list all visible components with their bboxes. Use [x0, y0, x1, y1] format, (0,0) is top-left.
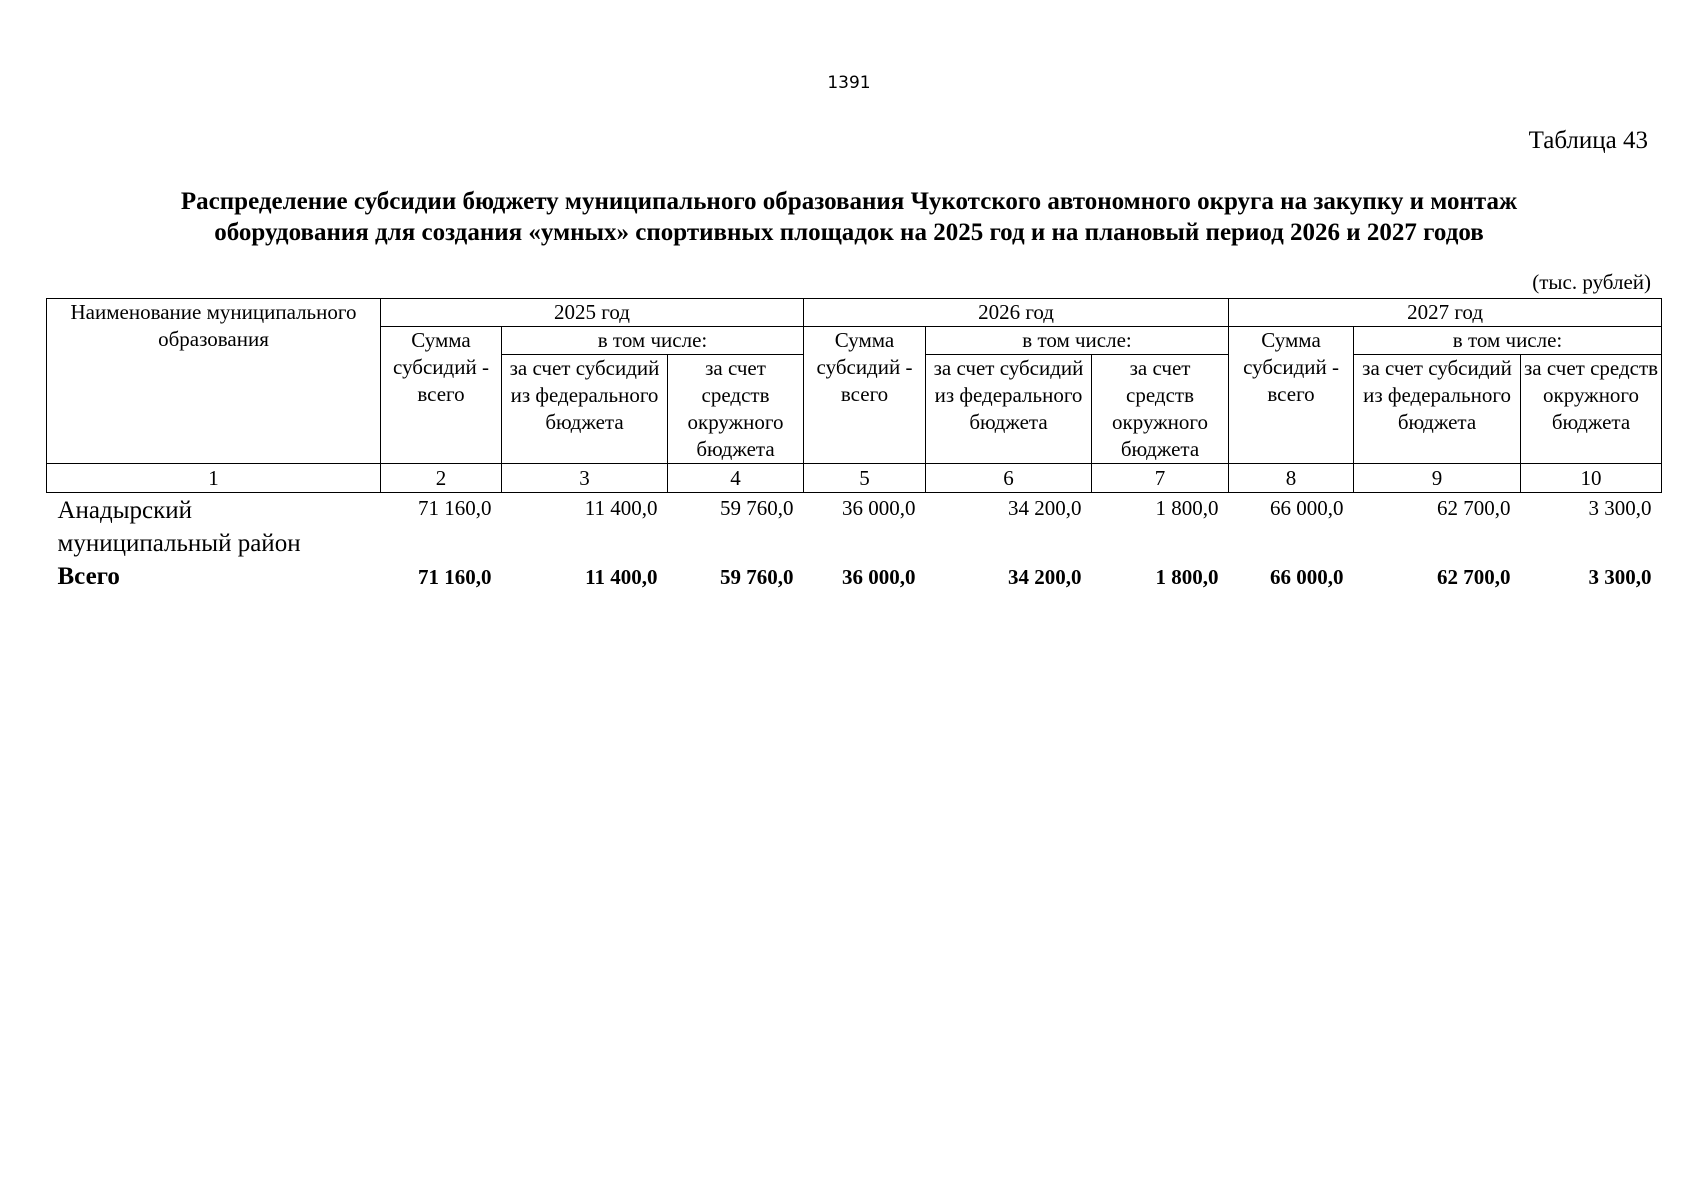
- total-district-2027: 3 300,0: [1588, 565, 1652, 589]
- total-federal-2027: 62 700,0: [1437, 565, 1511, 589]
- header-year-2027: 2027 год: [1229, 299, 1662, 327]
- cell-district-2027: 3 300,0: [1588, 496, 1652, 520]
- header-federal-2027: за счет субсидий из федерального бюджета: [1354, 355, 1521, 464]
- table-label: Таблица 43: [1528, 127, 1648, 154]
- header-total-2026: Сумма субсидий - всего: [804, 327, 926, 464]
- column-number: 1: [47, 464, 381, 493]
- units-label: (тыс. рублей): [1532, 270, 1651, 294]
- header-federal-2026: за счет субсидий из федерального бюджета: [926, 355, 1092, 464]
- total-federal-2025: 11 400,0: [585, 565, 658, 589]
- header-district-2027: за счет средств окружного бюджета: [1521, 355, 1662, 464]
- cell-total-2026: 36 000,0: [842, 496, 916, 520]
- total-row: [47, 560, 1662, 593]
- total-label: Всего: [57, 563, 120, 590]
- cell-federal-2026: 34 200,0: [1008, 496, 1082, 520]
- header-federal-2025: за счет субсидий из федерального бюджета: [502, 355, 668, 464]
- header-including-2026: в том числе:: [926, 327, 1229, 355]
- header-year-2025: 2025 год: [381, 299, 804, 327]
- header-total-2027: Сумма субсидий - всего: [1229, 327, 1354, 464]
- column-number: 5: [804, 464, 926, 493]
- subsidy-distribution-table: [46, 298, 1662, 593]
- title-line-1: Распределение субсидии бюджету муниципального образования Чукотского автономного округа на закупку и монтаж: [180, 188, 1518, 215]
- title-line-2: оборудования для создания «умных» спортивных площадок на 2025 год и на плановый период 2026 и 2027 годов: [214, 219, 1484, 246]
- document-title: [60, 186, 1638, 248]
- column-number: 3: [502, 464, 668, 493]
- header-including-2025: в том числе:: [502, 327, 804, 355]
- column-number: 8: [1229, 464, 1354, 493]
- total-federal-2026: 34 200,0: [1008, 565, 1082, 589]
- column-number: 7: [1092, 464, 1229, 493]
- header-district-2025: за счет средств окружного бюджета: [668, 355, 804, 464]
- column-number: 6: [926, 464, 1092, 493]
- column-number: 10: [1521, 464, 1662, 493]
- table-row: [47, 493, 1662, 561]
- total-district-2025: 59 760,0: [720, 565, 794, 589]
- municipality-name: Анадырский муниципальный район: [57, 497, 301, 557]
- total-2027: 66 000,0: [1270, 565, 1344, 589]
- total-district-2026: 1 800,0: [1155, 565, 1219, 589]
- column-number: 9: [1354, 464, 1521, 493]
- cell-federal-2027: 62 700,0: [1437, 496, 1511, 520]
- header-total-2025: Сумма субсидий - всего: [381, 327, 502, 464]
- page-number: 1391: [827, 73, 871, 93]
- header-municipality-name: Наименование муниципального образования: [47, 299, 381, 464]
- column-number: 2: [381, 464, 502, 493]
- header-district-2026: за счет средств окружного бюджета: [1092, 355, 1229, 464]
- total-2026: 36 000,0: [842, 565, 916, 589]
- cell-total-2025: 71 160,0: [418, 496, 492, 520]
- cell-district-2025: 59 760,0: [720, 496, 794, 520]
- column-number: 4: [668, 464, 804, 493]
- cell-district-2026: 1 800,0: [1155, 496, 1219, 520]
- header-year-2026: 2026 год: [804, 299, 1229, 327]
- cell-federal-2025: 11 400,0: [584, 496, 658, 520]
- header-including-2027: в том числе:: [1354, 327, 1662, 355]
- cell-total-2027: 66 000,0: [1270, 496, 1344, 520]
- total-2025: 71 160,0: [418, 565, 492, 589]
